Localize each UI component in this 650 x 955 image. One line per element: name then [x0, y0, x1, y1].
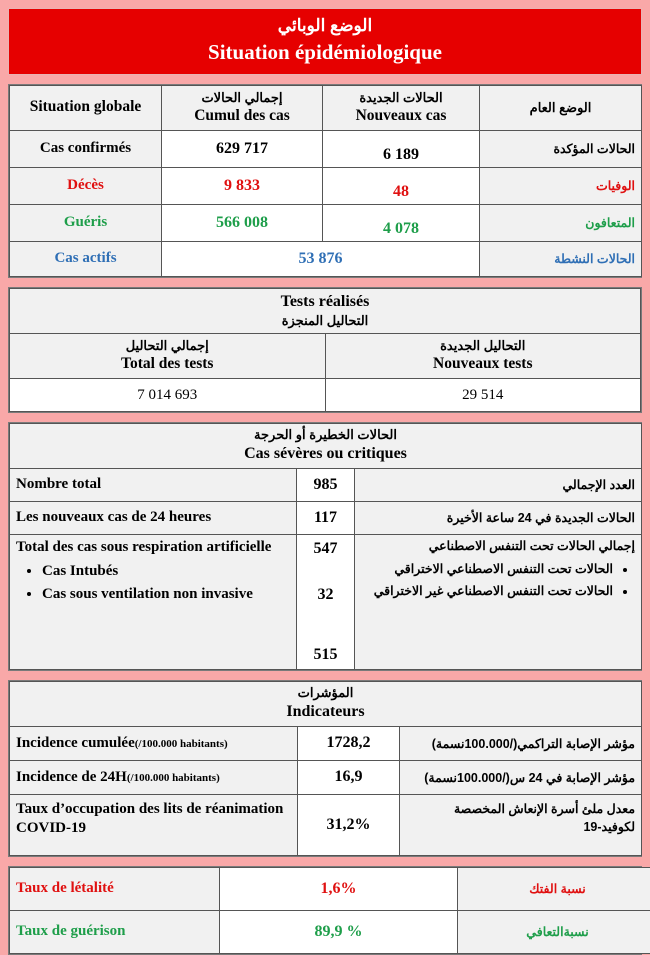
respiration-values: [297, 534, 355, 669]
tests-total-header: [10, 333, 326, 378]
header-situation-arabic: [480, 85, 642, 130]
tests-new-header-french: Nouveaux tests: [332, 354, 635, 375]
respiration-total-label-ar: إجمالي الحالات تحت التنفس الاصطناعي: [361, 538, 635, 554]
indicator-cumulative-value: 1728,2: [298, 726, 400, 760]
severe-new-label-fr: Les nouveaux cas de 24 heures: [10, 501, 297, 534]
tests-caption-arabic: التحاليل المنجزة: [16, 313, 634, 330]
page-title-arabic: الوضع الوبائي: [9, 15, 641, 36]
tests-value-row: [10, 379, 641, 412]
tests-total-value: 7 014 693: [10, 379, 326, 412]
severe-new-value: 117: [297, 501, 355, 534]
global-situation-table: [8, 84, 642, 278]
table-row: [10, 130, 642, 167]
header-situation-globale: [10, 85, 162, 130]
table-row: [10, 241, 642, 276]
header-cumul: [162, 85, 323, 130]
indicator-24h-value: 16,9: [298, 760, 400, 794]
row-deaths-new: 48: [323, 167, 480, 204]
tests-total-header-french: Total des tests: [16, 354, 319, 375]
tests-new-value: 29 514: [325, 379, 641, 412]
indicators-caption-arabic: المؤشرات: [16, 685, 635, 702]
table-row: [10, 468, 642, 501]
table-row: [10, 867, 650, 910]
severe-cases-table: [8, 422, 642, 671]
severe-total-label-fr: Nombre total: [10, 468, 297, 501]
page-title-french: Situation épidémiologique: [9, 39, 641, 65]
indicator-cumulative-label-fr: [10, 726, 298, 760]
respiration-items-ar: [361, 561, 635, 598]
header-situation-globale-label: Situation globale: [16, 97, 155, 118]
respiration-total-value: 547: [303, 538, 348, 560]
indicator-icu-label-main: Taux d’occupation des lits de réanimation COVID-19: [16, 801, 283, 837]
row-recovered-cumul: 566 008: [162, 204, 323, 241]
tests-total-header-arabic: إجمالي التحاليل: [16, 337, 319, 355]
indicator-icu-label-ar: معدل ملئ أسرة الإنعاش المخصصة لكوفيد-19: [400, 794, 642, 855]
rate-fatality-label-fr: Taux de létalité: [10, 867, 220, 910]
table-row: [10, 204, 642, 241]
indicators-table: [8, 680, 642, 857]
respiration-item-noninvasive-ar: • الحالات تحت التنفس الاصطناعي غير الاختراقي: [361, 583, 613, 598]
respiration-labels-fr: [10, 534, 297, 669]
tests-new-header-arabic: التحاليل الجديدة: [332, 337, 635, 355]
indicators-caption-row: [10, 681, 642, 726]
tests-header-row: [10, 333, 641, 378]
rate-fatality-label-ar: نسبة الفتك: [458, 867, 650, 910]
rate-recovery-label-fr: Taux de guérison: [10, 910, 220, 953]
severe-caption-french: Cas sévères ou critiques: [16, 444, 635, 465]
severe-new-label-ar: الحالات الجديدة في 24 ساعة الأخيرة: [355, 501, 642, 534]
severe-caption: [10, 424, 642, 469]
header-cumul-french: Cumul des cas: [168, 106, 316, 127]
rate-fatality-value: 1,6%: [220, 867, 458, 910]
indicator-cumulative-label-sub: (/100.000 habitants): [135, 738, 228, 750]
row-active-label-fr: Cas actifs: [10, 241, 162, 276]
row-deaths-cumul: 9 833: [162, 167, 323, 204]
header-nouveaux: [323, 85, 480, 130]
indicator-cumulative-label-ar: مؤشر الإصابة التراكمي(/100.000نسمة): [400, 726, 642, 760]
indicator-24h-label-ar: مؤشر الإصابة في 24 س(/100.000نسمة): [400, 760, 642, 794]
indicator-24h-label-fr: [10, 760, 298, 794]
row-recovered-label-ar: المتعافون: [480, 204, 642, 241]
respiration-total-label-fr: Total des cas sous respiration artificielle: [16, 538, 290, 557]
header-situation-arabic-label: الوضع العام: [486, 99, 635, 117]
severe-caption-arabic: الحالات الخطيرة أو الحرجة: [16, 427, 635, 444]
respiration-item-intubated-ar: • الحالات تحت التنفس الاصطناعي الاختراقي: [361, 561, 613, 576]
indicator-icu-value: 31,2%: [298, 794, 400, 855]
row-recovered-new: 4 078: [323, 204, 480, 241]
rates-table: [8, 866, 642, 955]
indicator-cumulative-label-main: Incidence cumulée: [16, 735, 135, 751]
table-row: [10, 760, 642, 794]
row-confirmed-label-fr: Cas confirmés: [10, 130, 162, 167]
indicator-24h-label-sub: (/100.000 habitants): [127, 772, 220, 784]
tests-caption-french: Tests réalisés: [16, 292, 634, 313]
tests-caption-row: [10, 288, 641, 333]
row-deaths-label-fr: Décès: [10, 167, 162, 204]
respiration-labels-ar: [355, 534, 642, 669]
respiration-item-noninvasive-fr: • Cas sous ventilation non invasive: [42, 586, 290, 603]
row-active-label-ar: الحالات النشطة: [480, 241, 642, 276]
row-recovered-label-fr: Guéris: [10, 204, 162, 241]
rate-recovery-value: 89,9 %: [220, 910, 458, 953]
header-nouveaux-arabic: الحالات الجديدة: [329, 89, 473, 107]
tests-new-header: [325, 333, 641, 378]
table-row: [10, 726, 642, 760]
severe-total-value: 985: [297, 468, 355, 501]
table-row: [10, 910, 650, 953]
row-deaths-label-ar: الوفيات: [480, 167, 642, 204]
respiration-items-fr: [16, 563, 290, 603]
indicator-icu-label-fr: [10, 794, 298, 855]
header-nouveaux-french: Nouveaux cas: [329, 106, 473, 127]
header-cumul-arabic: إجمالي الحالات: [168, 89, 316, 107]
respiration-item-intubated-fr: • Cas Intubés: [42, 563, 290, 580]
severe-total-label-ar: العدد الإجمالي: [355, 468, 642, 501]
row-confirmed-cumul: 629 717: [162, 130, 323, 167]
table-row: [10, 501, 642, 534]
tests-caption: [10, 288, 641, 333]
respiration-intubated-value: 32: [303, 584, 348, 606]
table-row: [10, 167, 642, 204]
indicators-caption: [10, 681, 642, 726]
row-confirmed-label-ar: الحالات المؤكدة: [480, 130, 642, 167]
table-row: [10, 794, 642, 855]
indicators-caption-french: Indicateurs: [16, 702, 635, 723]
respiration-row: [10, 534, 642, 669]
rate-recovery-label-ar: نسبةالتعافي: [458, 910, 650, 953]
severe-caption-row: [10, 424, 642, 469]
row-confirmed-new: 6 189: [323, 130, 480, 167]
row-active-value: 53 876: [162, 241, 480, 276]
page-title-banner: [8, 8, 642, 75]
respiration-noninvasive-value: 515: [303, 644, 348, 666]
indicator-24h-label-main: Incidence de 24H: [16, 769, 127, 785]
table-header-row: [10, 85, 642, 130]
tests-table: [8, 287, 642, 413]
